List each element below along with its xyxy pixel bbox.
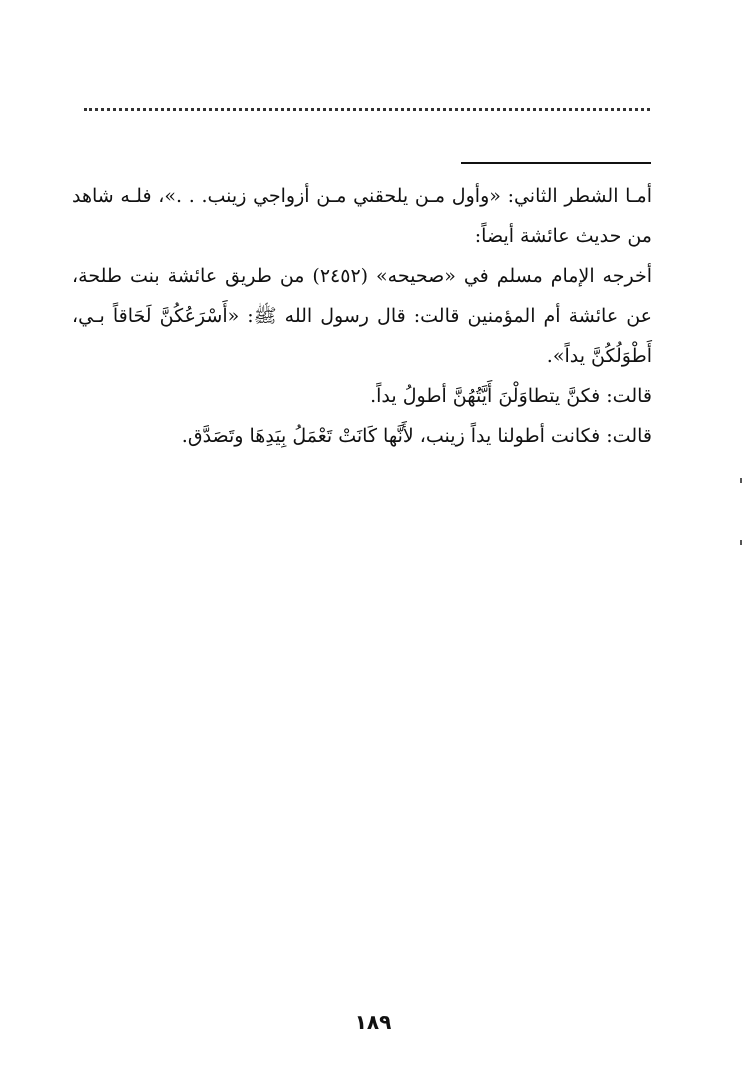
footnote-separator [461,162,651,164]
paragraph-2: أخرجه الإمام مسلم في «صحيحه» (٢٤٥٢) من طريق عائشة بنت طلحة، عن عائشة أم المؤمنين قالت: قال رسول الله ﷺ: «أَسْرَعُكُنَّ لَحَاقاً بـي، أَطْوَلُكُنَّ يداً». [72,265,652,367]
paragraph-3: قالت: فكنَّ يتطاوَلْنَ أَيَّتُهُنَّ أطولُ يداً. [370,385,652,407]
paragraph-4: قالت: فكانت أطولنا يداً زينب، لأَنَّها كَانَتْ تَعْمَلُ بِيَدِهَا وتَصَدَّق. [181,425,652,447]
body-text [72,176,652,456]
paragraph-1: أمـا الشطر الثاني: «وأول مـن يلحقني مـن أزواجي زينب. . .»، فلـه شاهد من حديث عائشة أيضاً: [72,185,652,247]
scan-mark [740,540,742,545]
page-number: ١٨٩ [354,1010,392,1034]
scan-mark [740,478,742,483]
dotted-separator [84,108,650,111]
